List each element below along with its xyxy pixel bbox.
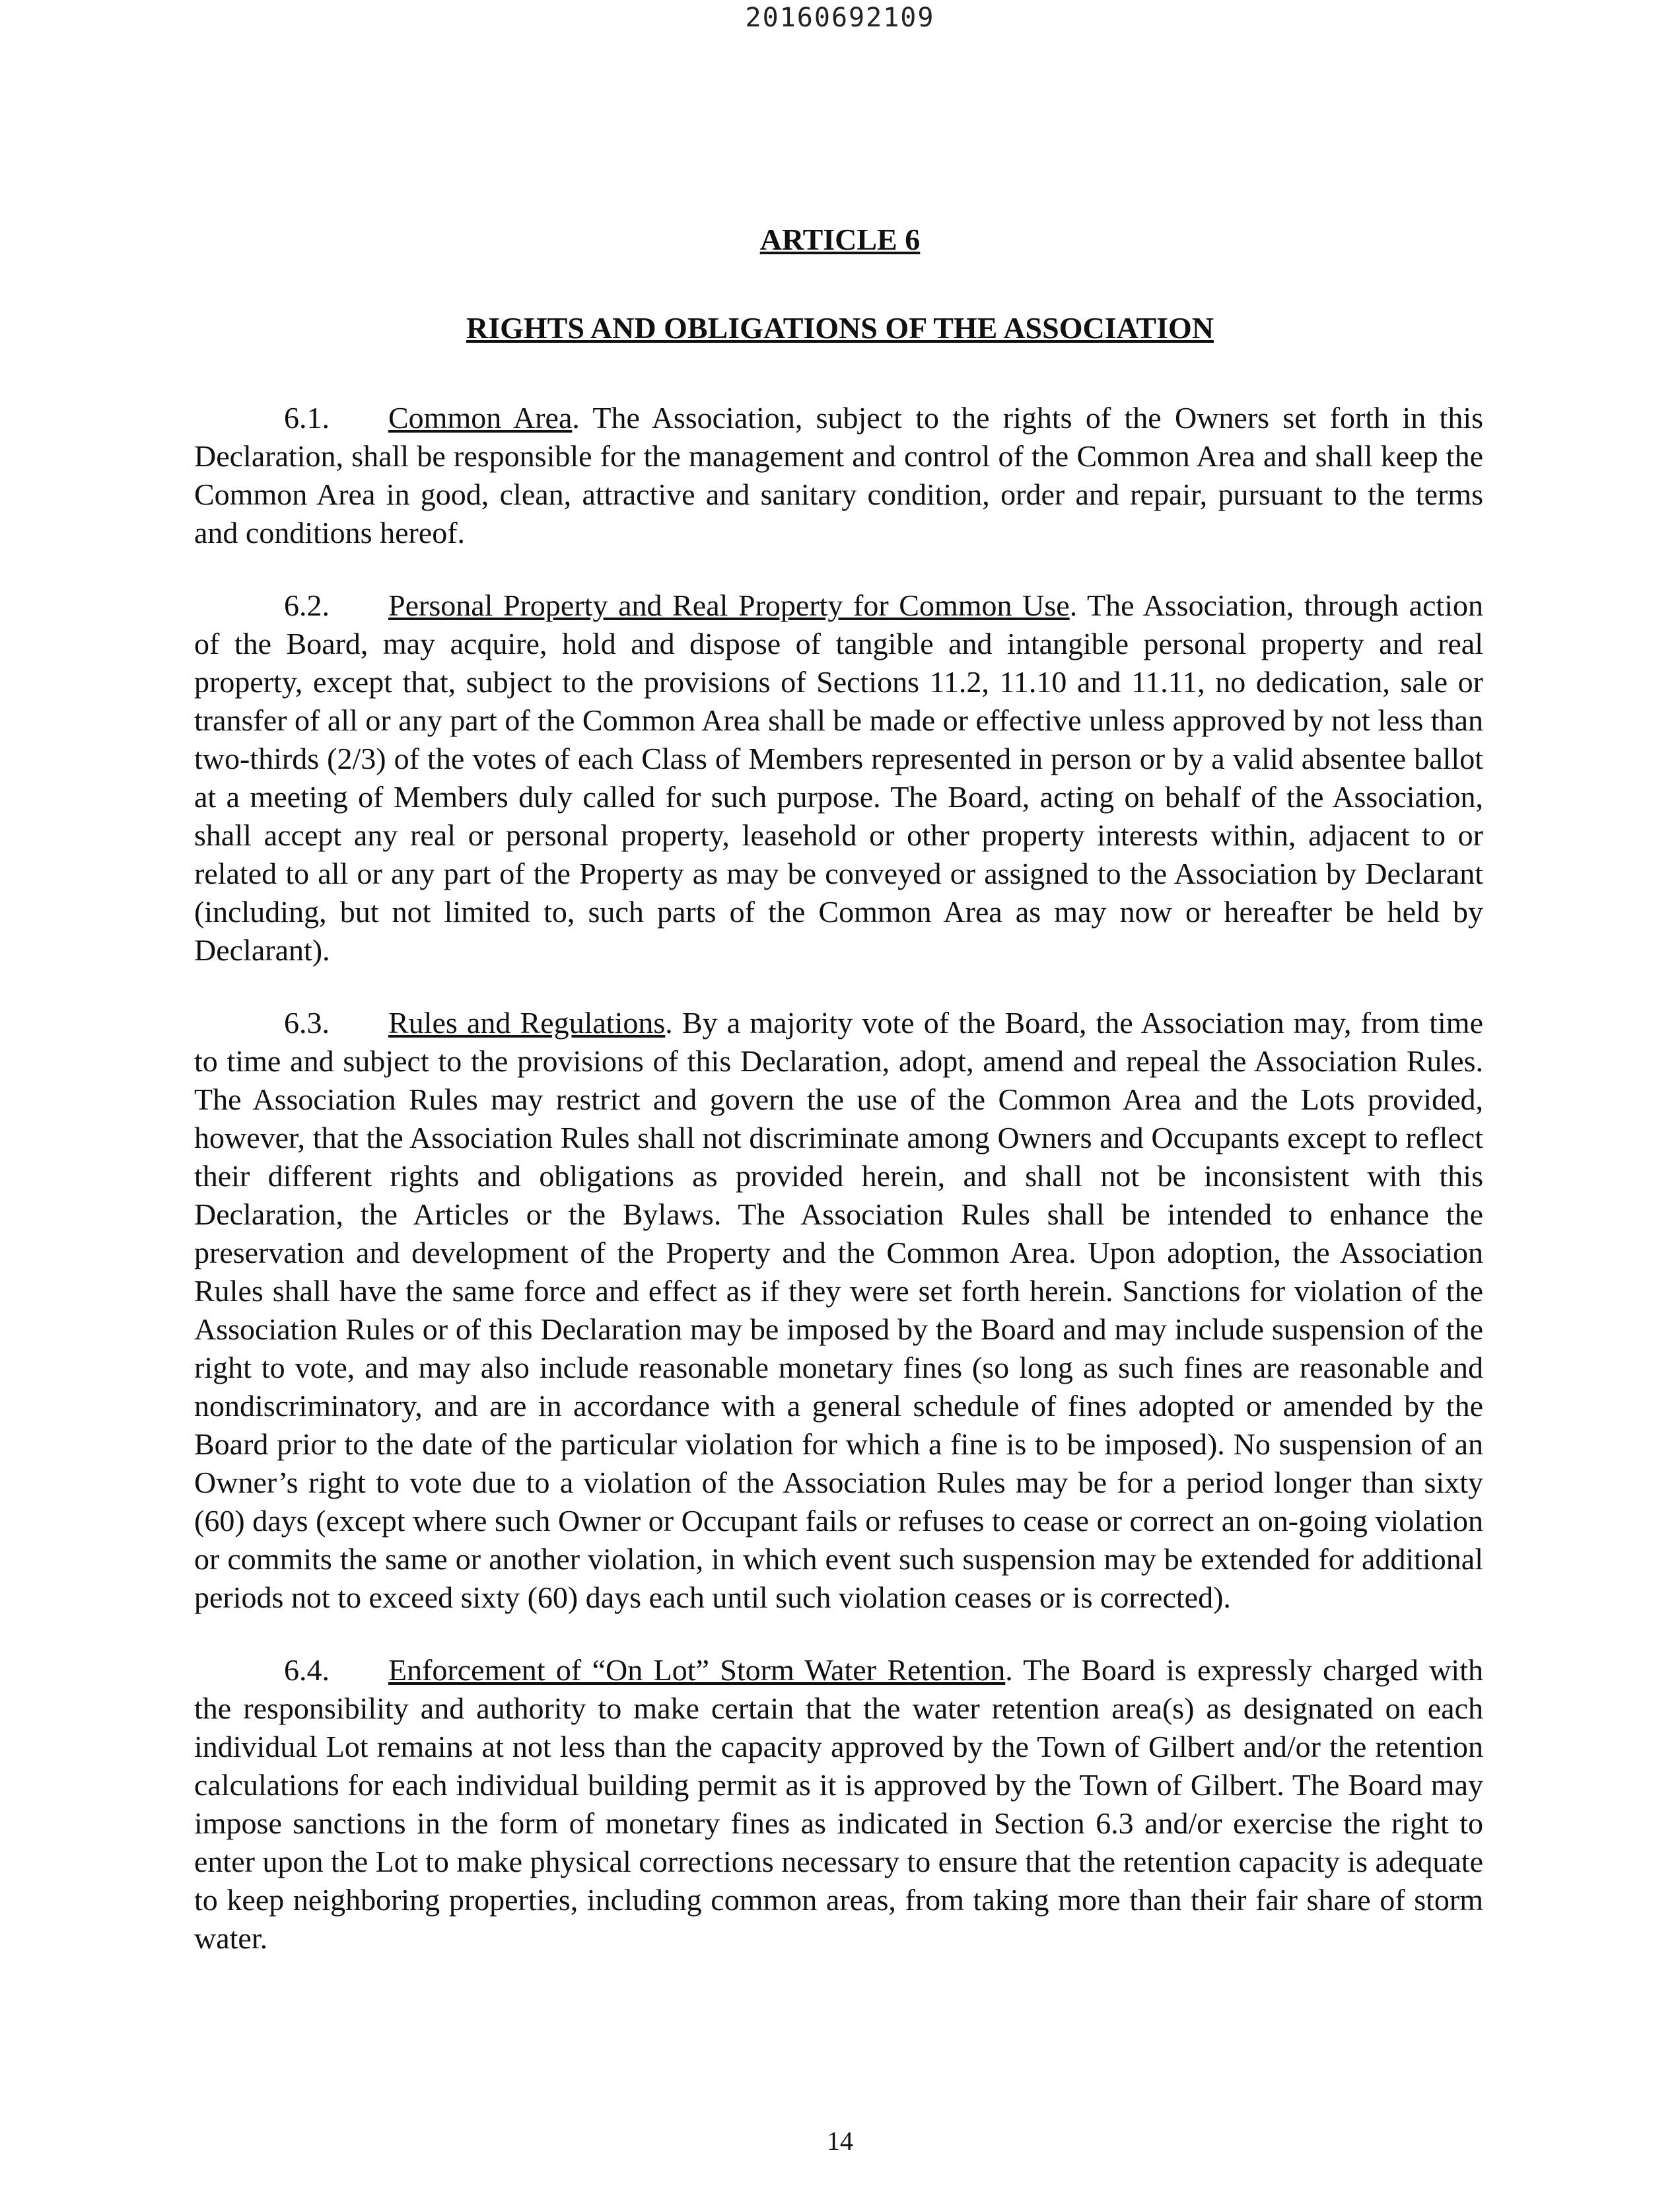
- article-body: [194, 399, 1483, 1992]
- section-6-2: [194, 586, 1483, 970]
- section-body: . The Association, subject to the rights of the Owners set forth in this Declaration, shall be responsible for the management and control of the Common Area and shall keep the Common Area in good, clean, attractive and sanitary condition, order and repair, pursuant to the terms and conditions hereof.: [194, 401, 1483, 550]
- section-number: 6.3.: [284, 1006, 330, 1040]
- section-heading: Enforcement of “On Lot” Storm Water Retention: [388, 1653, 1006, 1687]
- section-number: 6.4.: [284, 1653, 330, 1687]
- section-heading: Common Area: [388, 401, 573, 435]
- article-title: ARTICLE 6: [759, 223, 921, 256]
- section-6-4: [194, 1651, 1483, 1958]
- recording-number: 20160692109: [745, 3, 935, 33]
- section-body: . The Association, through action of the Board, may acquire, hold and dispose of tangible and intangible personal property and real property, except that, subject to the provisions of Sections 11.2, 11.10 and 11.11, no dedication, sale or transfer of all or any part of the Common Area shall be made or effective unless approved by not less than two-thirds (2/3) of the votes of each Class of Members represented in person or by a valid absentee ballot at a meeting of Members duly called for such purpose. The Board, acting on behalf of the Association, shall accept any real or personal property, leasehold or other property interests within, adjacent to or related to all or any part of the Property as may be conveyed or assigned to the Association by Declarant (including, but not limited to, such parts of the Common Area as may now or hereafter be held by Declarant).: [194, 588, 1483, 967]
- section-6-3: [194, 1004, 1483, 1617]
- section-heading: Personal Property and Real Property for Common Use: [388, 588, 1070, 622]
- section-body: . By a majority vote of the Board, the Association may, from time to time and subject to the provisions of this Declaration, adopt, amend and repeal the Association Rules. The Association Rules may restrict and govern the use of the Common Area and the Lots provided, however, that the Association Rules shall not discriminate among Owners and Occupants except to reflect their different rights and obligations as provided herein, and shall not be inconsistent with this Declaration, the Articles or the Bylaws. The Association Rules shall be intended to enhance the preservation and development of the Property and the Common Area. Upon adoption, the Association Rules shall have the same force and effect as if they were set forth herein. Sanctions for violation of the Association Rules or of this Declaration may be imposed by the Board and may include suspension of the right to vote, and may also include reasonable monetary fines (so long as such fines are reasonable and nondiscriminatory, and are in accordance with a general schedule of fines adopted or amended by the Board prior to the date of the particular violation for which a fine is to be imposed). No suspension of an Owner’s right to vote due to a violation of the Association Rules may be for a period longer than sixty (60) days (except where such Owner or Occupant fails or refuses to cease or correct an on-going violation or commits the same or another violation, in which event such suspension may be extended for additional periods not to exceed sixty (60) days each until such violation ceases or is corrected).: [194, 1006, 1483, 1614]
- section-body: . The Board is expressly charged with the responsibility and authority to make certain that the water retention area(s) as designated on each individual Lot remains at not less than the capacity approved by the Town of Gilbert and/or the retention calculations for each individual building permit as it is approved by the Town of Gilbert. The Board may impose sanctions in the form of monetary fines as indicated in Section 6.3 and/or exercise the right to enter upon the Lot to make physical corrections necessary to ensure that the retention capacity is adequate to keep neighboring properties, including common areas, from taking more than their fair share of storm water.: [194, 1653, 1483, 1955]
- section-number: 6.2.: [284, 588, 330, 622]
- section-heading: Rules and Regulations: [388, 1006, 666, 1040]
- page-number: 14: [827, 2126, 853, 2156]
- section-6-1: [194, 399, 1483, 552]
- article-subtitle: RIGHTS AND OBLIGATIONS OF THE ASSOCIATION: [466, 311, 1214, 345]
- section-number: 6.1.: [284, 401, 330, 435]
